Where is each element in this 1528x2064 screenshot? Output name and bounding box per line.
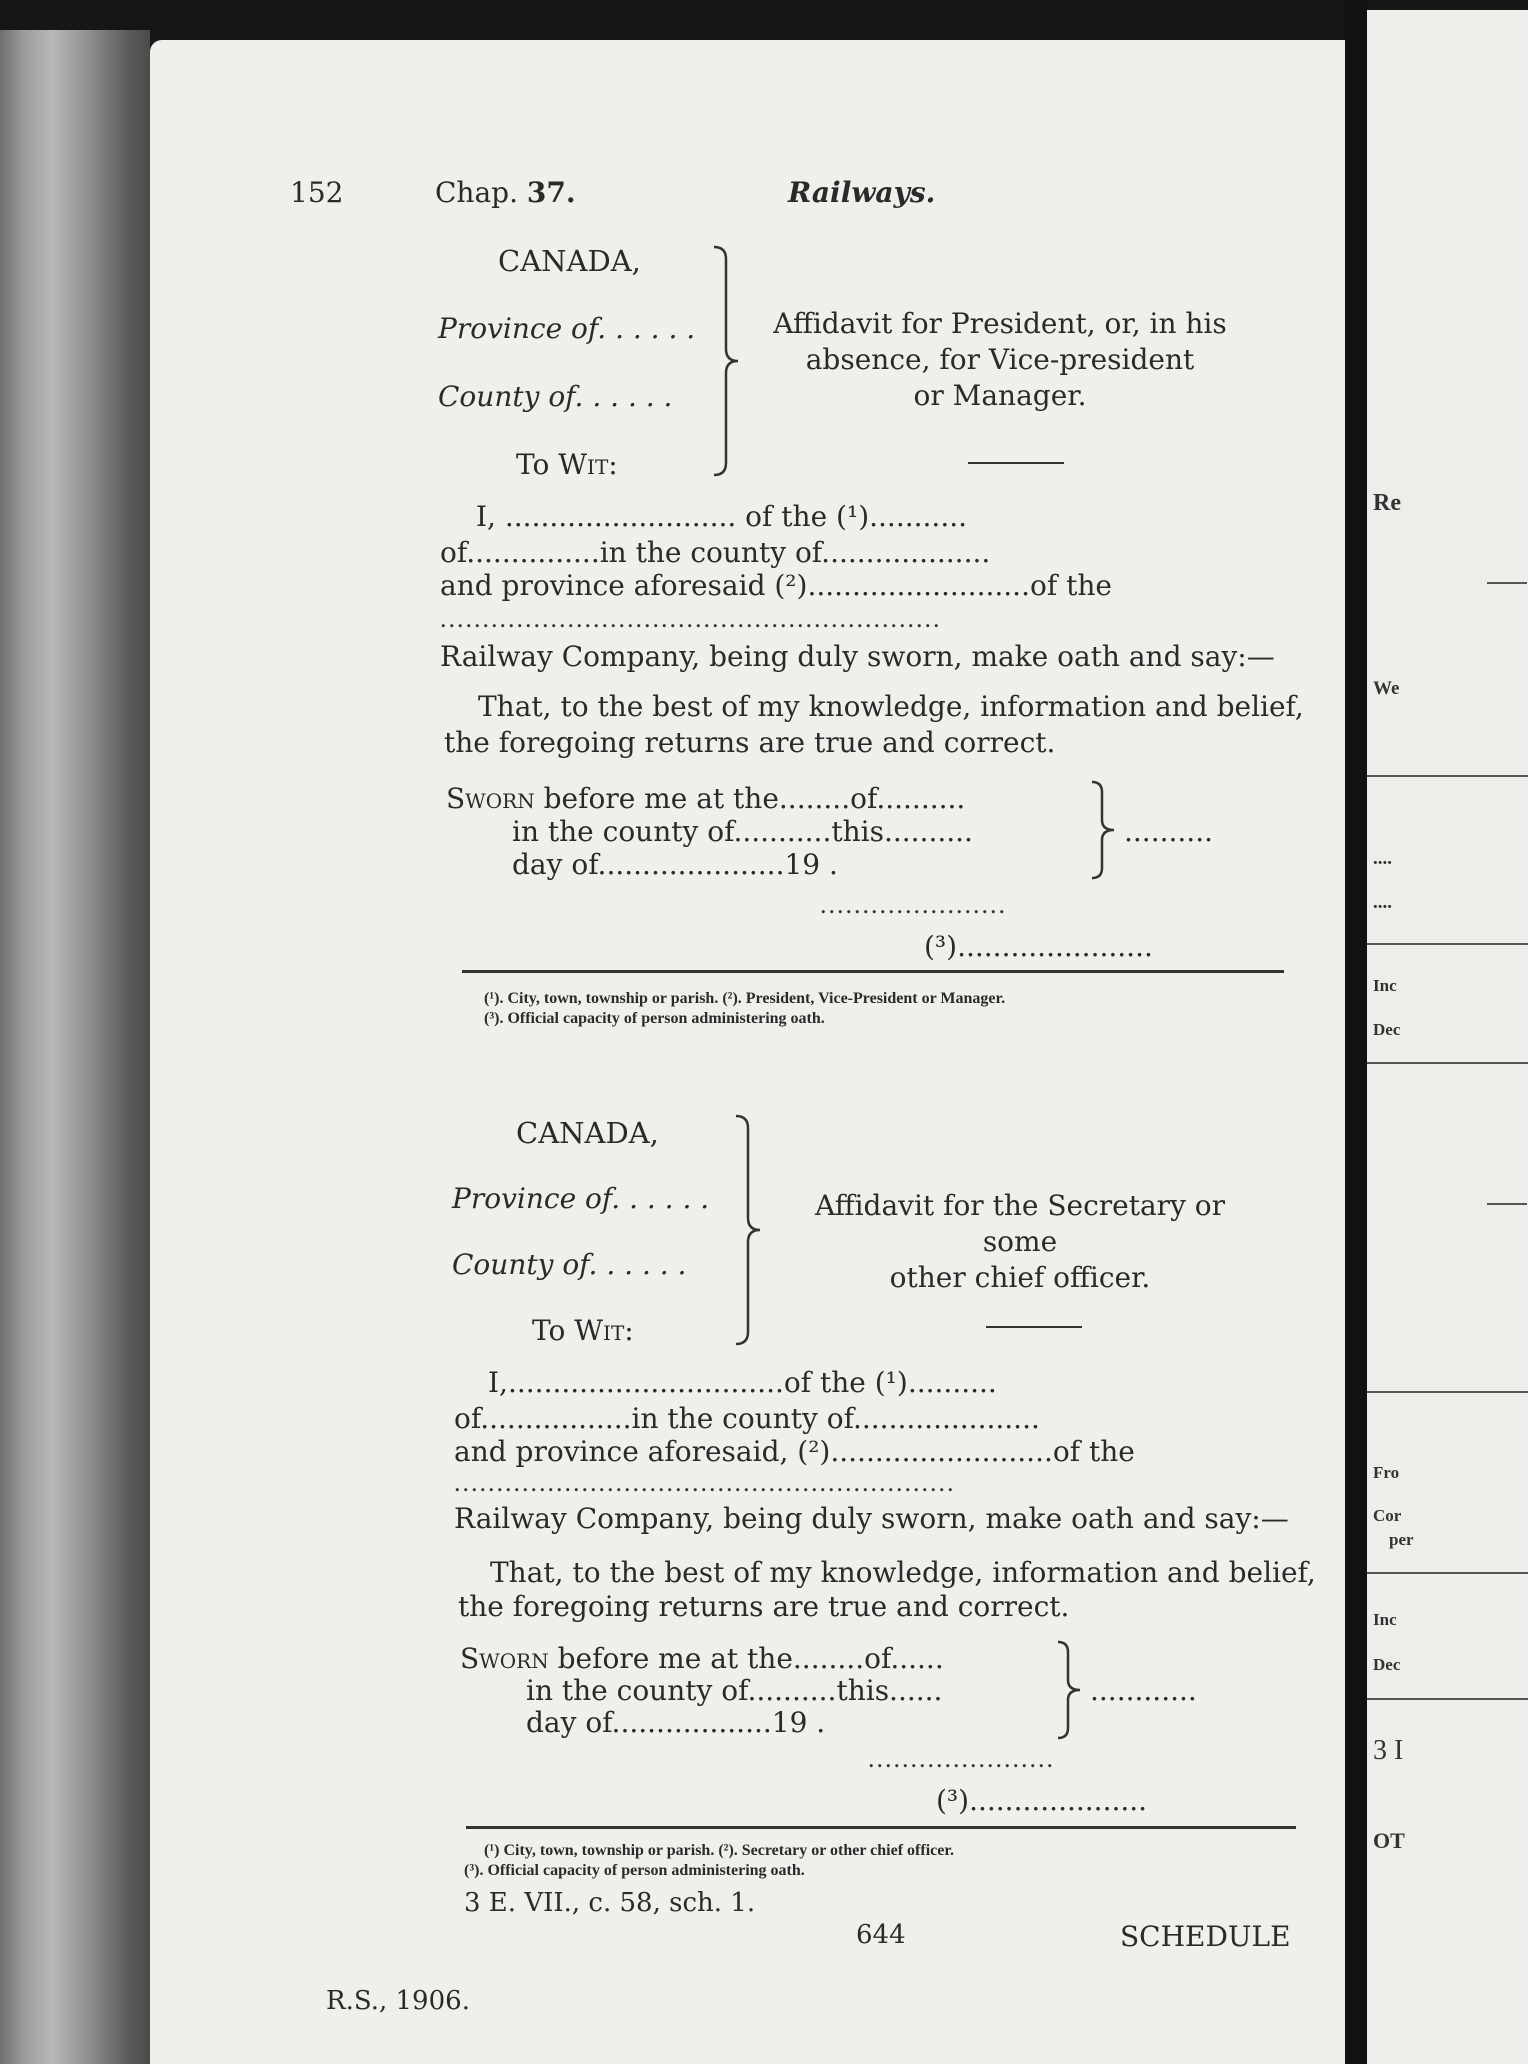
form1-dots-line-2: ...................... [820,890,1007,919]
form2-statement-1: That, to the best of my knowledge, information and belief, [490,1556,1316,1589]
caption-line: absence, for Vice-president [805,343,1195,376]
caption-line: Affidavit for the Secretary or some [814,1189,1226,1258]
form2-brace [734,1114,764,1346]
sworn-text: before me at the........of.......... [534,782,966,815]
form2-line-5: Railway Company, being duly sworn, make oath and say:— [454,1502,1289,1535]
adjacent-fragment: .... [1373,848,1392,869]
adjacent-rule [1367,1698,1528,1700]
officer-mark: (³) [924,930,958,963]
revision-note: R.S., 1906. [326,1986,470,2016]
page-number: 152 [290,176,344,209]
form2-line-1: I,...............................of the (¹).......... [488,1366,997,1399]
form2-caption-rule [986,1326,1082,1328]
adjacent-rule [1367,1572,1528,1574]
form2-citation: 3 E. VII., c. 58, sch. 1. [464,1888,756,1918]
to-wit-small-caps: Wit [558,448,609,481]
caption-line: other chief officer. [889,1261,1151,1294]
form2-signature-dots: ............ [1090,1674,1197,1707]
form1-footnote-1: (¹). City, town, township or parish. (²). President, Vice-President or Manager. [484,990,1006,1007]
form2-dots-line-2: ...................... [868,1744,1055,1773]
form1-caption-rule [968,462,1064,464]
form2-sworn-line-2: in the county of..........this...... [526,1674,943,1707]
adjacent-rule [1367,1391,1528,1393]
top-edge [0,0,1528,40]
to-wit-small-caps: Wit [574,1314,625,1347]
form2-line-3: and province aforesaid, (²).........................of the [454,1435,1135,1468]
adjacent-rule [1367,1062,1528,1064]
form2-sworn-line-1 [460,1642,944,1675]
officer-mark: (³) [936,1784,970,1817]
adjacent-fragment: 3 I [1373,1735,1404,1766]
form2-footnote-rule [466,1826,1296,1829]
caption-line: or Manager. [913,379,1087,412]
to-wit-colon: : [608,448,618,481]
form1-sworn-brace [1090,780,1120,880]
form1-statement-2: the foregoing returns are true and correct. [444,726,1056,759]
form1-statement-1: That, to the best of my knowledge, information and belief, [478,690,1304,723]
to-wit-prefix: To [532,1314,575,1347]
form1-signature-dots: .......... [1124,815,1214,848]
form1-line-3: and province aforesaid (²).........................of the [440,569,1112,602]
adjacent-fragment: Dec [1373,1020,1401,1039]
form1-officer-line [924,930,1153,963]
form2-footnote-2: (³). Official capacity of person administering oath. [464,1862,805,1879]
form1-county: County of. . . . . . [438,380,673,413]
form2-province: Province of. . . . . . [452,1182,710,1215]
running-title: Railways. [788,176,936,209]
form1-sworn-line-1 [446,782,965,815]
officer-dots: ...................... [957,930,1153,963]
form1-sworn-line-3: day of.....................19 . [512,848,838,881]
caption-line: Affidavit for President, or, in his [773,307,1227,340]
form2-sworn-brace [1056,1640,1086,1740]
form2-line-2: of.................in the county of..................... [454,1402,1040,1435]
form2-county: County of. . . . . . [452,1248,687,1281]
form1-line-2: of...............in the county of................... [440,536,991,569]
page-gutter [1345,0,1367,2064]
form1-canada: CANADA, [498,244,641,278]
form1-footnote-2: (³). Official capacity of person administering oath. [484,1010,825,1027]
form1-to-wit [516,448,618,481]
adjacent-fragment: Inc [1373,976,1397,995]
book-spine [0,30,150,2064]
sheet-number: 644 [856,1920,906,1950]
form1-province: Province of. . . . . . [438,312,696,345]
to-wit-colon: : [624,1314,634,1347]
adjacent-fragment: Re [1373,490,1401,516]
form1-line-5: Railway Company, being duly sworn, make oath and say:— [440,640,1275,673]
form2-officer-line [936,1784,1147,1817]
adjacent-fragment: Dec [1373,1655,1401,1674]
form1-line-1: I, .......................... of the (¹)........... [476,500,968,533]
form2-footnote-1: (¹) City, town, township or parish. (²). Secretary or other chief officer. [484,1842,954,1859]
adjacent-fragment: .... [1373,892,1392,913]
chapter-label [435,176,576,209]
adjacent-rule [1487,582,1527,584]
form2-to-wit [532,1314,634,1347]
adjacent-fragment: per [1389,1530,1414,1549]
form1-sworn-line-2: in the county of...........this.......... [512,815,973,848]
adjacent-fragment: We [1373,678,1400,699]
form1-caption [770,306,1230,414]
form1-dots-line: ........................................................... [440,604,942,633]
form1-brace [712,245,742,477]
sworn-text: before me at the........of...... [548,1642,944,1675]
adjacent-page [1367,10,1528,2064]
form2-sworn-line-3: day of..................19 . [526,1706,826,1739]
form2-dots-line: ........................................................... [454,1468,956,1497]
chapter-number: 37. [526,176,576,209]
chapter-prefix: Chap. [435,176,518,209]
adjacent-fragment: OT [1373,1828,1405,1853]
adjacent-fragment: Cor [1373,1506,1402,1525]
adjacent-rule [1367,775,1528,777]
sworn-label: Sworn [446,782,535,815]
adjacent-fragment: Fro [1373,1463,1400,1482]
form1-footnote-rule [462,970,1284,973]
next-heading: SCHEDULE [1120,1920,1291,1953]
form2-canada: CANADA, [516,1116,659,1150]
adjacent-rule [1487,1203,1527,1205]
officer-dots: .................... [969,1784,1148,1817]
adjacent-rule [1367,943,1528,945]
to-wit-prefix: To [516,448,559,481]
adjacent-fragment: Inc [1373,1610,1397,1629]
form2-statement-2: the foregoing returns are true and correct. [458,1590,1070,1623]
sworn-label: Sworn [460,1642,549,1675]
form2-caption [790,1188,1250,1296]
